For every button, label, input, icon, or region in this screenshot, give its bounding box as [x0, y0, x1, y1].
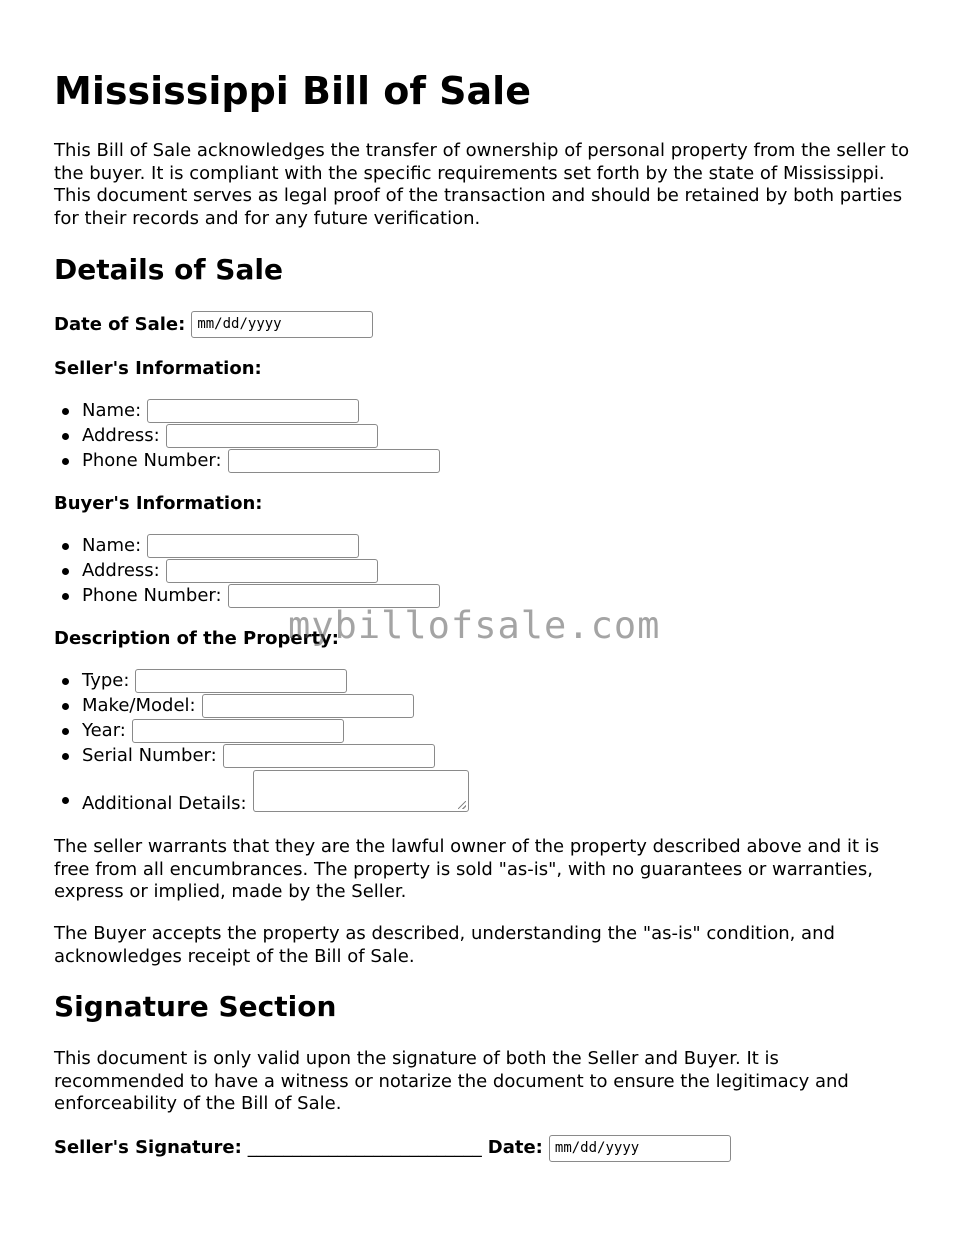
buyer-address-input[interactable]	[166, 559, 378, 583]
acceptance-paragraph: The Buyer accepts the property as described, understanding the "as-is" condition, and acknowledges receipt of the Bill of Sale.	[54, 923, 835, 967]
date-of-sale-row	[54, 311, 373, 338]
seller-signature-label: Seller's Signature:	[54, 1137, 242, 1158]
bullet-icon	[62, 543, 69, 550]
buyer-address-item	[82, 559, 378, 583]
property-additional-item	[82, 770, 469, 812]
resize-grip-icon[interactable]	[458, 801, 466, 809]
property-additional-textarea[interactable]	[253, 770, 469, 812]
warranty-paragraph: The seller warrants that they are the lawful owner of the property described above and it is free from all encumbrances. The property is sold "as-is", with no guarantees or warranties, express or implied, made by the Seller.	[54, 836, 880, 903]
bullet-icon	[62, 678, 69, 685]
property-type-input[interactable]	[135, 669, 347, 693]
buyer-phone-label: Phone Number:	[82, 585, 222, 606]
bullet-icon	[62, 797, 69, 804]
seller-phone-input[interactable]	[228, 449, 440, 473]
property-make-model-item	[82, 694, 414, 718]
property-make-model-label: Make/Model:	[82, 695, 196, 716]
seller-address-item	[82, 424, 378, 448]
details-heading: Details of Sale	[54, 253, 283, 286]
buyer-info-heading: Buyer's Information:	[54, 493, 263, 514]
property-year-item	[82, 719, 344, 743]
seller-address-label: Address:	[82, 425, 160, 446]
buyer-name-item	[82, 534, 359, 558]
buyer-phone-item	[82, 584, 440, 608]
date-of-sale-input[interactable]: mm/dd/yyyy	[191, 311, 373, 338]
signature-heading: Signature Section	[54, 990, 337, 1023]
buyer-name-input[interactable]	[147, 534, 359, 558]
seller-address-input[interactable]	[166, 424, 378, 448]
bullet-icon	[62, 728, 69, 735]
bullet-icon	[62, 408, 69, 415]
property-serial-input[interactable]	[223, 744, 435, 768]
seller-info-heading: Seller's Information:	[54, 358, 262, 379]
page-title: Mississippi Bill of Sale	[54, 69, 531, 113]
bullet-icon	[62, 593, 69, 600]
bullet-icon	[62, 458, 69, 465]
property-make-model-input[interactable]	[202, 694, 414, 718]
property-heading: Description of the Property:	[54, 628, 339, 649]
signature-date-label: Date:	[487, 1137, 543, 1158]
property-year-label: Year:	[82, 720, 126, 741]
buyer-name-label: Name:	[82, 535, 142, 556]
bullet-icon	[62, 568, 69, 575]
property-serial-item	[82, 744, 435, 768]
seller-name-item	[82, 399, 359, 423]
intro-paragraph: This Bill of Sale acknowledges the transfer of ownership of personal property from the seller to the buyer. It is compliant with the specific requirements set forth by the state of Mississippi. This document serves as legal proof of the transaction and should be retained by both parties for their records and for any future verification.	[54, 140, 910, 229]
property-additional-label: Additional Details:	[82, 793, 247, 814]
property-type-item	[82, 669, 347, 693]
seller-signature-row	[54, 1134, 731, 1162]
buyer-phone-input[interactable]	[228, 584, 440, 608]
buyer-address-label: Address:	[82, 560, 160, 581]
seller-phone-label: Phone Number:	[82, 450, 222, 471]
seller-phone-item	[82, 449, 440, 473]
bullet-icon	[62, 433, 69, 440]
bullet-icon	[62, 703, 69, 710]
property-type-label: Type:	[82, 670, 130, 691]
property-year-input[interactable]	[132, 719, 344, 743]
seller-name-label: Name:	[82, 400, 142, 421]
signature-date-input[interactable]: mm/dd/yyyy	[549, 1135, 731, 1162]
property-serial-label: Serial Number:	[82, 745, 217, 766]
bullet-icon	[62, 753, 69, 760]
seller-name-input[interactable]	[147, 399, 359, 423]
date-of-sale-label: Date of Sale:	[54, 313, 186, 335]
signature-paragraph: This document is only valid upon the signature of both the Seller and Buyer. It is recommended to have a witness or notarize the document to ensure the legitimacy and enforceability of the Bill of Sale.	[54, 1048, 849, 1115]
seller-signature-line[interactable]: __________________________	[247, 1137, 482, 1158]
watermark: mybillofsale.com	[288, 604, 661, 647]
